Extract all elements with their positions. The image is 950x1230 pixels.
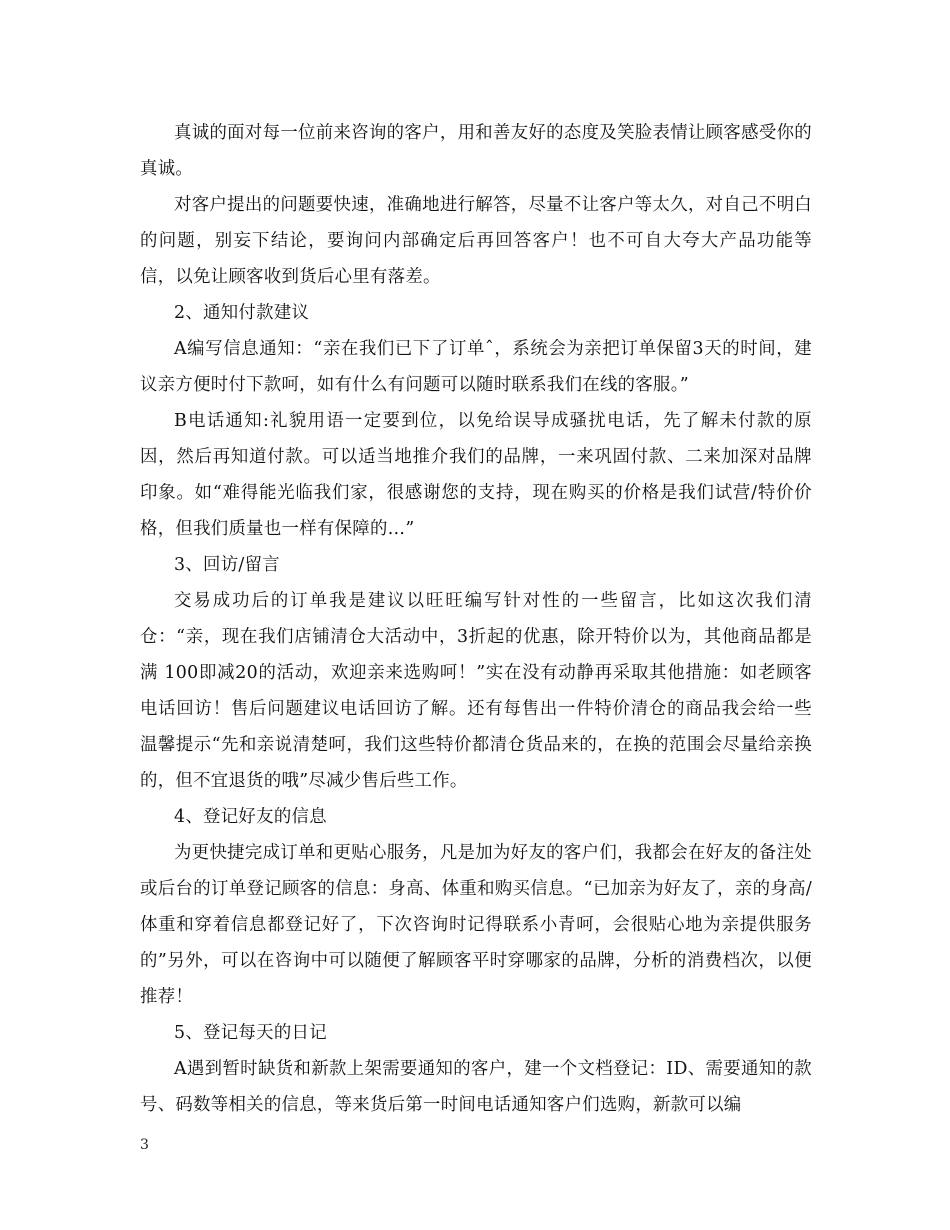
document-body <box>140 115 812 1123</box>
paragraph-daily-log: A遇到暂时缺货和新款上架需要通知的客户，建一个文档登记：ID、需要通知的款号、码数等相关的信息，等来货后第一时间电话通知客户们选购，新款可以编 <box>140 1059 812 1115</box>
page-number: 3 <box>140 1137 149 1153</box>
paragraph-phone-notice: B电话通知:礼貌用语一定要到位，以免给误导成骚扰电话，先了解未付款的原因，然后再知道付款。可以适当地推介我们的品牌，一来巩固付款、二来加深对品牌印象。如“难得能光临我们家，很感谢您的支持，现在购买的价格是我们试营/特价价格，但我们质量也一样有保障的…” <box>140 411 812 539</box>
paragraph-answer-questions: 对客户提出的问题要快速，准确地进行解答，尽量不让客户等太久，对自己不明白的问题，别妄下结论，要询问内部确定后再回答客户！也不可自大夸大产品功能等信，以免让顾客收到货后心里有落差。 <box>140 195 812 287</box>
paragraph-register-friends: 为更快捷完成订单和更贴心服务，凡是加为好友的客户们，我都会在好友的备注处或后台的订单登记顾客的信息：身高、体重和购买信息。“已加亲为好友了，亲的身高/体重和穿着信息都登记好了，下次咨询时记得联系小青呵，会很贴心地为亲提供服务的”另外，可以在咨询中可以随便了解顾客平时穿哪家的品牌，分析的消费档次，以便推荐！ <box>140 843 812 1007</box>
paragraph-sincerity: 真诚的面对每一位前来咨询的客户，用和善友好的态度及笑脸表情让顾客感受你的真诚。 <box>140 123 812 179</box>
paragraph-follow-up: 交易成功后的订单我是建议以旺旺编写针对性的一些留言，比如这次我们清仓：“亲，现在我们店铺清仓大活动中，3折起的优惠，除开特价以为，其他商品都是满 100即减20的活动，欢迎亲来选购呵！”实在没有动静再采取其他措施：如老顾客电话回访！售后问题建议电话回访了解。还有每售出一件特价清仓的商品我会给一些温馨提示“先和亲说清楚呵，我们这些特价都清仓货品来的，在换的范围会尽量给亲换的，但不宜退货的哦”尽减少售后些工作。 <box>140 591 812 791</box>
heading-daily-log: 5、登记每天的日记 <box>174 1023 327 1043</box>
paragraph-message-notice: A编写信息通知：“亲在我们已下了订单ˆ，系统会为亲把订单保留3天的时间，建议亲方便时付下款呵，如有什么有问题可以随时联系我们在线的客服。” <box>140 339 812 395</box>
heading-follow-up: 3、回访/留言 <box>174 555 280 575</box>
heading-payment-notice: 2、通知付款建议 <box>174 303 310 323</box>
heading-register-friends: 4、登记好友的信息 <box>174 807 327 827</box>
